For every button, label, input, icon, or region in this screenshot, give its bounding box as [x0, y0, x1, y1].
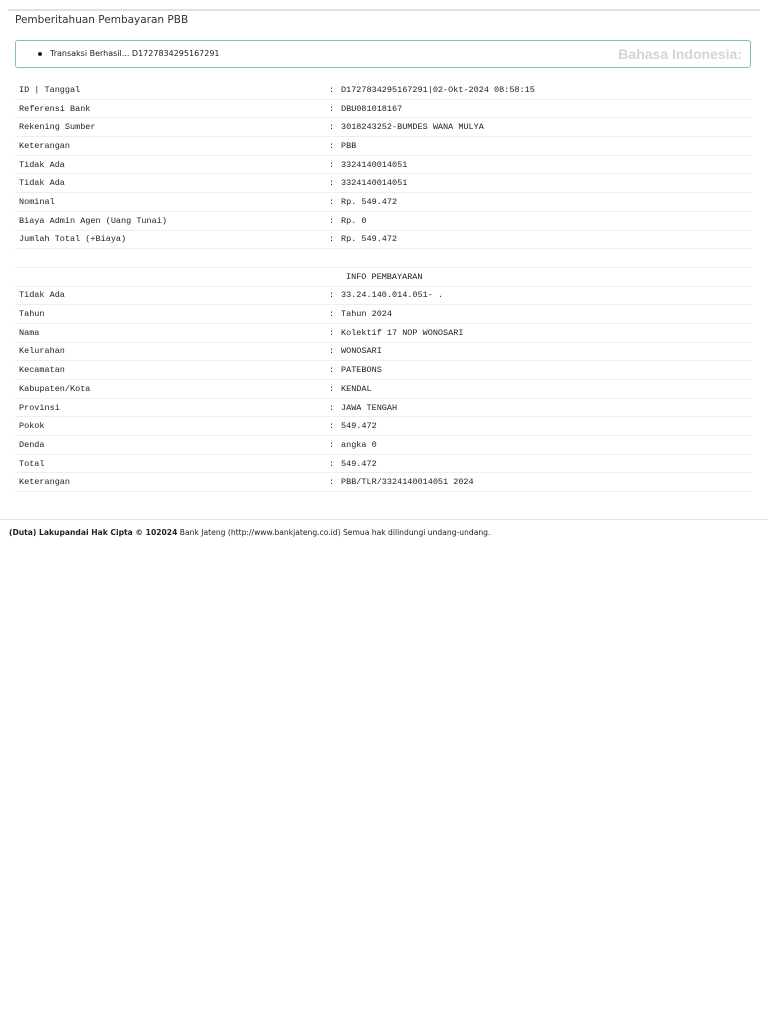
row-value: DBU081018167 — [337, 99, 752, 118]
row-label: Nominal — [15, 193, 329, 212]
table-row — [15, 342, 752, 361]
row-label: Tidak Ada — [15, 174, 329, 193]
row-value: WONOSARI — [337, 342, 752, 361]
row-separator: : — [329, 118, 337, 137]
table-row — [15, 398, 752, 417]
row-value: JAWA TENGAH — [337, 398, 752, 417]
table-row — [15, 137, 752, 156]
row-separator: : — [329, 361, 337, 380]
top-divider — [8, 9, 760, 11]
page-title: Pemberitahuan Pembayaran PBB — [15, 14, 189, 26]
row-separator: : — [329, 286, 337, 305]
alert-message-item — [38, 49, 220, 58]
row-separator: : — [329, 211, 337, 230]
section-header-row — [15, 267, 752, 286]
row-separator: : — [329, 137, 337, 156]
row-label: ID | Tanggal — [15, 81, 329, 99]
row-label: Tidak Ada — [15, 155, 329, 174]
row-label: Tahun — [15, 305, 329, 324]
table-row — [15, 174, 752, 193]
row-separator: : — [329, 305, 337, 324]
row-value: 549.472 — [337, 417, 752, 436]
row-separator: : — [329, 436, 337, 455]
row-label: Kabupaten/Kota — [15, 380, 329, 399]
table-row — [15, 323, 752, 342]
row-label: Total — [15, 454, 329, 473]
success-alert — [15, 40, 751, 68]
row-label: Rekening Sumber — [15, 118, 329, 137]
table-row — [15, 454, 752, 473]
table-row — [15, 99, 752, 118]
footer-divider — [0, 519, 768, 520]
transaction-detail-table — [15, 81, 752, 492]
table-row — [15, 81, 752, 99]
row-value: KENDAL — [337, 380, 752, 399]
row-label: Provinsi — [15, 398, 329, 417]
row-separator: : — [329, 398, 337, 417]
table-row — [15, 286, 752, 305]
footer-text: Bank Jateng (http://www.bankjateng.co.id) Semua hak dilindungi undang-undang. — [177, 528, 491, 537]
table-row — [15, 230, 752, 249]
row-label: Kecamatan — [15, 361, 329, 380]
row-value: angka 0 — [337, 436, 752, 455]
row-separator: : — [329, 323, 337, 342]
row-label: Nama — [15, 323, 329, 342]
spacer-row — [15, 249, 752, 268]
bullet-icon — [38, 52, 42, 56]
row-value: D1727834295167291|02-Okt-2024 08:58:15 — [337, 81, 752, 99]
row-label: Pokok — [15, 417, 329, 436]
table-row — [15, 118, 752, 137]
table-row — [15, 155, 752, 174]
row-separator: : — [329, 473, 337, 492]
row-value: 3018243252-BUMDES WANA MULYA — [337, 118, 752, 137]
row-separator: : — [329, 155, 337, 174]
table-row — [15, 305, 752, 324]
alert-message-text: Transaksi Berhasil... D1727834295167291 — [50, 49, 220, 58]
row-label: Keterangan — [15, 137, 329, 156]
footer-brand: (Duta) Lakupandai Hak Cipta © 102024 — [9, 528, 178, 537]
row-value: Kolektif 17 NOP WONOSARI — [337, 323, 752, 342]
row-value: PBB — [337, 137, 752, 156]
row-value: Tahun 2024 — [337, 305, 752, 324]
row-value: 33.24.140.014.051- . — [337, 286, 752, 305]
row-value: Rp. 549.472 — [337, 193, 752, 212]
row-separator: : — [329, 230, 337, 249]
row-separator: : — [329, 454, 337, 473]
row-separator: : — [329, 99, 337, 118]
row-separator: : — [329, 174, 337, 193]
row-value: 3324140014051 — [337, 155, 752, 174]
footer — [9, 528, 490, 537]
table-row — [15, 211, 752, 230]
row-value: Rp. 549.472 — [337, 230, 752, 249]
table-row — [15, 436, 752, 455]
table-row — [15, 417, 752, 436]
row-value: 549.472 — [337, 454, 752, 473]
row-value: Rp. 0 — [337, 211, 752, 230]
row-label: Keterangan — [15, 473, 329, 492]
table-row — [15, 473, 752, 492]
row-label: Kelurahan — [15, 342, 329, 361]
section-title: INFO PEMBAYARAN — [346, 271, 423, 282]
row-label: Biaya Admin Agen (Uang Tunai) — [15, 211, 329, 230]
row-label: Tidak Ada — [15, 286, 329, 305]
row-label: Denda — [15, 436, 329, 455]
alert-message-list — [38, 49, 220, 58]
row-separator: : — [329, 81, 337, 99]
row-separator: : — [329, 342, 337, 361]
section-header-cell — [15, 267, 752, 286]
spacer-cell — [15, 249, 752, 268]
row-separator: : — [329, 380, 337, 399]
table-row — [15, 193, 752, 212]
row-value: 3324140014051 — [337, 174, 752, 193]
row-separator: : — [329, 193, 337, 212]
row-label: Jumlah Total (+Biaya) — [15, 230, 329, 249]
table-row — [15, 380, 752, 399]
row-label: Referensi Bank — [15, 99, 329, 118]
row-value: PATEBONS — [337, 361, 752, 380]
language-label: Bahasa Indonesia: — [618, 46, 742, 62]
row-value: PBB/TLR/3324140014051 2024 — [337, 473, 752, 492]
table-row — [15, 361, 752, 380]
row-separator: : — [329, 417, 337, 436]
